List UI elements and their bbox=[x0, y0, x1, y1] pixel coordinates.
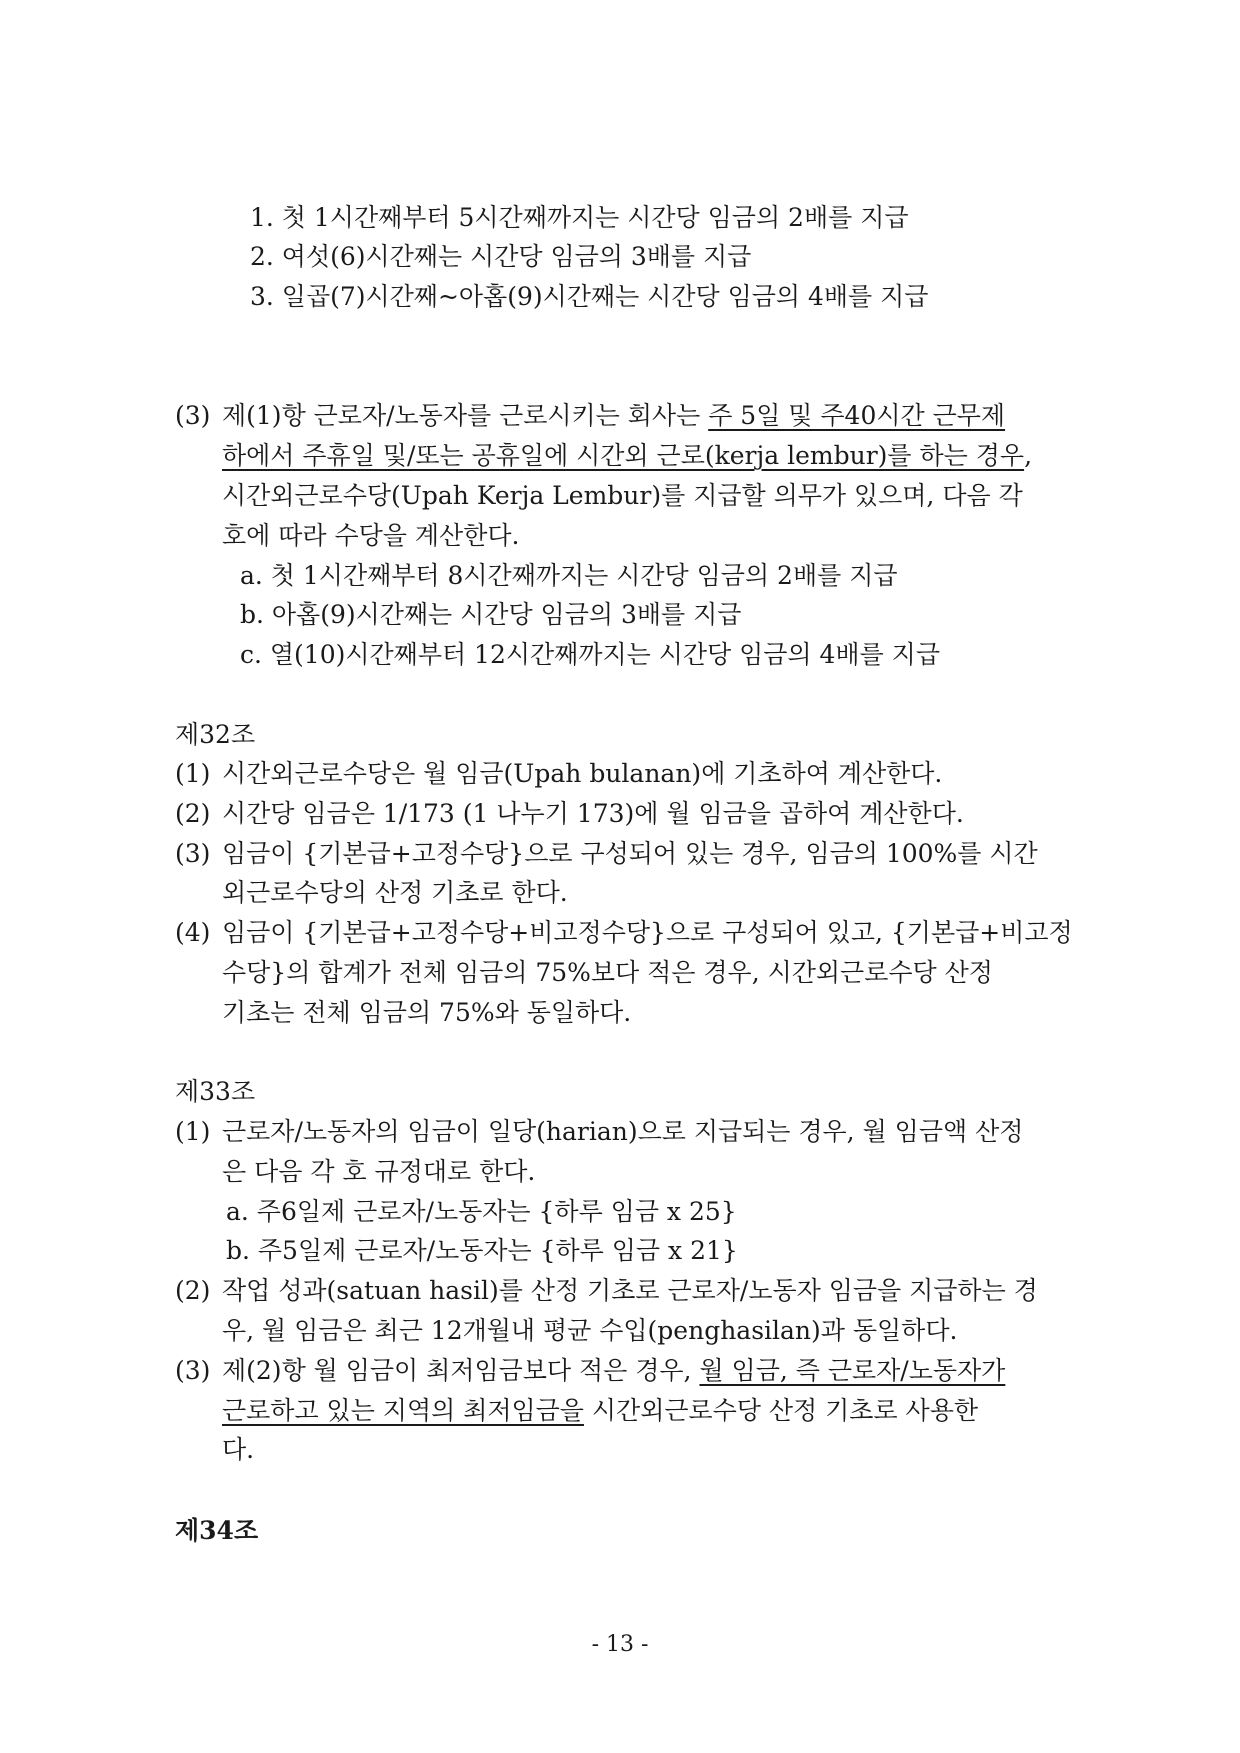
paragraph-marker: (1) bbox=[175, 759, 211, 788]
underlined-text: 하에서 주휴일 및/또는 공휴일에 시간외 근로(kerja lembur)를 하는 경우 bbox=[222, 441, 1025, 470]
paragraph-line: 은 다음 각 호 규정대로 한다. bbox=[222, 1157, 536, 1186]
sub-list-item: c. 열(10)시간째부터 12시간째까지는 시간당 임금의 4배를 지급 bbox=[240, 640, 940, 669]
paragraph-line bbox=[222, 399, 1060, 433]
paragraph-marker: (3) bbox=[175, 839, 211, 868]
paragraph-line: 시간외근로수당(Upah Kerja Lembur)를 지급할 의무가 있으며, 다음 각 bbox=[222, 481, 1023, 510]
list-item: 1. 첫 1시간째부터 5시간째까지는 시간당 임금의 2배를 지급 bbox=[250, 203, 909, 232]
sub-list-item: b. 아홉(9)시간째는 시간당 임금의 3배를 지급 bbox=[240, 600, 742, 629]
paragraph-line: 시간외근로수당은 월 임금(Upah bulanan)에 기초하여 계산한다. bbox=[222, 759, 943, 788]
article-title: 제34조 bbox=[175, 1516, 259, 1545]
paragraph-text: 시간외근로수당 산정 기초로 사용한 bbox=[583, 1396, 978, 1425]
paragraph-marker: (1) bbox=[175, 1117, 211, 1146]
paragraph-line: 시간당 임금은 1/173 (1 나누기 173)에 월 임금을 곱하여 계산한다. bbox=[222, 799, 964, 828]
paragraph-line: 기초는 전체 임금의 75%와 동일하다. bbox=[222, 998, 632, 1027]
paragraph-line bbox=[222, 1394, 1060, 1428]
paragraph-line: 수당}의 합계가 전체 임금의 75%보다 적은 경우, 시간외근로수당 산정 bbox=[222, 958, 993, 987]
paragraph-line: 임금이 {기본급+고정수당}으로 구성되어 있는 경우, 임금의 100%를 시간 bbox=[222, 839, 1038, 868]
paragraph-line bbox=[222, 1354, 1060, 1388]
paragraph-marker: (3) bbox=[175, 1356, 211, 1385]
article-title: 제33조 bbox=[175, 1077, 256, 1106]
underlined-text: 근로하고 있는 지역의 최저임금을 bbox=[222, 1396, 584, 1425]
paragraph-line: 근로자/노동자의 임금이 일당(harian)으로 지급되는 경우, 월 임금액 산정 bbox=[222, 1117, 1024, 1146]
paragraph-line: 외근로수당의 산정 기초로 한다. bbox=[222, 878, 568, 907]
sub-list-item: a. 첫 1시간째부터 8시간째까지는 시간당 임금의 2배를 지급 bbox=[240, 561, 898, 590]
article-title: 제32조 bbox=[175, 720, 256, 749]
paragraph-text: , bbox=[1024, 441, 1033, 470]
underlined-text: 월 임금, 즉 근로자/노동자가 bbox=[699, 1356, 1006, 1385]
paragraph-text: 제(1)항 근로자/노동자를 근로시키는 회사는 bbox=[222, 401, 709, 430]
paragraph-line: 다. bbox=[222, 1435, 255, 1464]
list-item: 3. 일곱(7)시간째~아홉(9)시간째는 시간당 임금의 4배를 지급 bbox=[250, 282, 929, 311]
paragraph-marker: (2) bbox=[175, 799, 211, 828]
underlined-text: 주 5일 및 주40시간 근무제 bbox=[708, 401, 1006, 430]
paragraph-line: 작업 성과(satuan hasil)를 산정 기초로 근로자/노동자 임금을 지급하는 경 bbox=[222, 1276, 1038, 1305]
paragraph-marker: (2) bbox=[175, 1276, 211, 1305]
paragraph-line bbox=[222, 439, 1060, 473]
paragraph-text: 제(2)항 월 임금이 최저임금보다 적은 경우, bbox=[222, 1356, 700, 1385]
paragraph-marker: (3) bbox=[175, 401, 211, 430]
page-number: - 13 - bbox=[591, 1632, 649, 1657]
paragraph-line: 임금이 {기본급+고정수당+비고정수당}으로 구성되어 있고, {기본급+비고정 bbox=[222, 918, 1073, 947]
paragraph-marker: (4) bbox=[175, 918, 211, 947]
sub-list-item: a. 주6일제 근로자/노동자는 {하루 임금 x 25} bbox=[226, 1197, 737, 1226]
paragraph-line: 우, 월 임금은 최근 12개월내 평균 수입(penghasilan)과 동일하다. bbox=[222, 1316, 958, 1345]
sub-list-item: b. 주5일제 근로자/노동자는 {하루 임금 x 21} bbox=[226, 1236, 738, 1265]
list-item: 2. 여섯(6)시간째는 시간당 임금의 3배를 지급 bbox=[250, 242, 752, 271]
paragraph-line: 호에 따라 수당을 계산한다. bbox=[222, 521, 520, 550]
